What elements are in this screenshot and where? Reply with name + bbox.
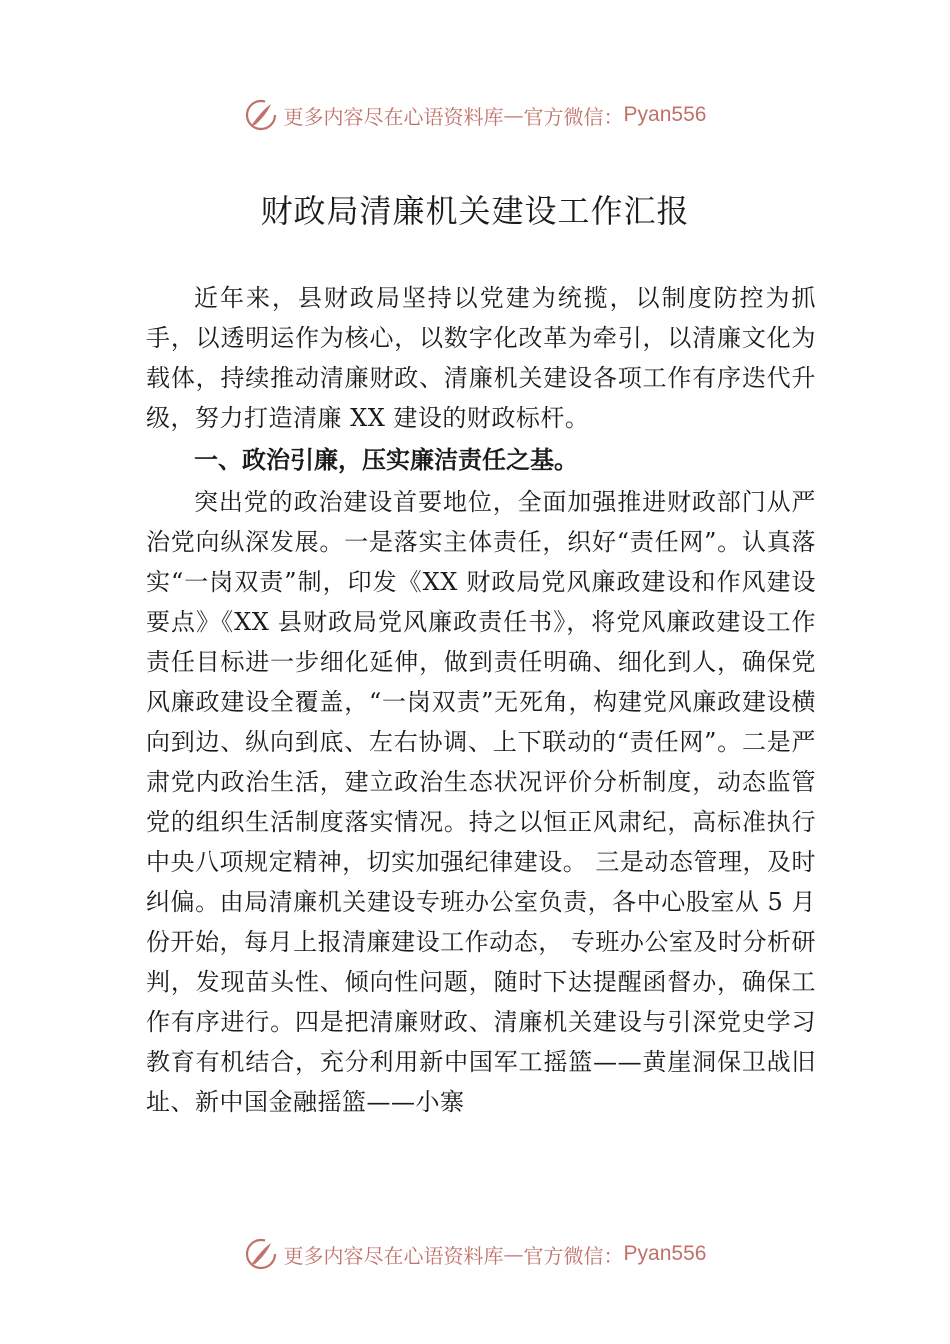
banner-text: 更多内容尽在心语资料库 bbox=[283, 1243, 504, 1268]
feather-pen-icon bbox=[244, 1237, 278, 1271]
feather-pen-icon bbox=[244, 98, 278, 132]
banner-text: 更多内容尽在心语资料库 bbox=[283, 104, 504, 129]
banner-wechat-id: Pyan556 bbox=[623, 103, 707, 126]
document-title: 财政局清廉机关建设工作汇报 bbox=[260, 192, 690, 230]
banner-separator: — bbox=[503, 1242, 524, 1266]
header-banner bbox=[0, 95, 950, 135]
section-heading: 一、政治引廉，压实廉洁责任之基。 bbox=[194, 446, 578, 474]
section-paragraph: 突出党的政治建设首要地位，全面加强推进财政部门从严治党向纵深发展。一是落实主体责任，织好“责任网”。认真落实“一岗双责”制，印发《XX 财政局党风廉政建设和作风建设要点》《XX 县财政局党风廉政责任书》，将党风廉政建设工作责任目标进一步细化延伸，做到责任明确、细化到人，确保党风廉政建设全覆盖，“一岗双责”无死角，构建党风廉政建设横向到边、纵向到底、左右协调、上下联动的“责任网”。二是严肃党内政治生活，建立政治生态状况评价分析制度，动态监管党的组织生活制度落实情况。持之以恒正风肃纪，高标准执行中央八项规定精神，切实加强纪律建设。 三是动态管理，及时纠偏。由局清廉机关建设专班办公室负责，各中心股室从 5 月份开始，每月上报清廉建设工作动态， 专班办公室及时分析研判，发现苗头性、倾向性问题，随时下达提醒函督办，确保工作有序进行。四是把清廉财政、清廉机关建设与引深党史学习教育有机结合，充分利用新中国军工摇篮——黄崖洞保卫战旧址、新中国金融摇篮——小寨 bbox=[146, 488, 816, 1116]
banner-wechat-id: Pyan556 bbox=[623, 1242, 707, 1265]
document-body bbox=[146, 278, 816, 1122]
banner-separator: — bbox=[503, 103, 524, 127]
footer-banner bbox=[0, 1234, 950, 1274]
intro-paragraph: 近年来，县财政局坚持以党建为统揽，以制度防控为抓手，以透明运作为核心，以数字化改革为牵引，以清廉文化为载体，持续推动清廉财政、清廉机关建设各项工作有序迭代升级，努力打造清廉 XX 建设的财政标杆。 bbox=[146, 284, 816, 432]
banner-wechat-label: 官方微信： bbox=[523, 1243, 624, 1268]
banner-wechat-label: 官方微信： bbox=[523, 104, 624, 129]
